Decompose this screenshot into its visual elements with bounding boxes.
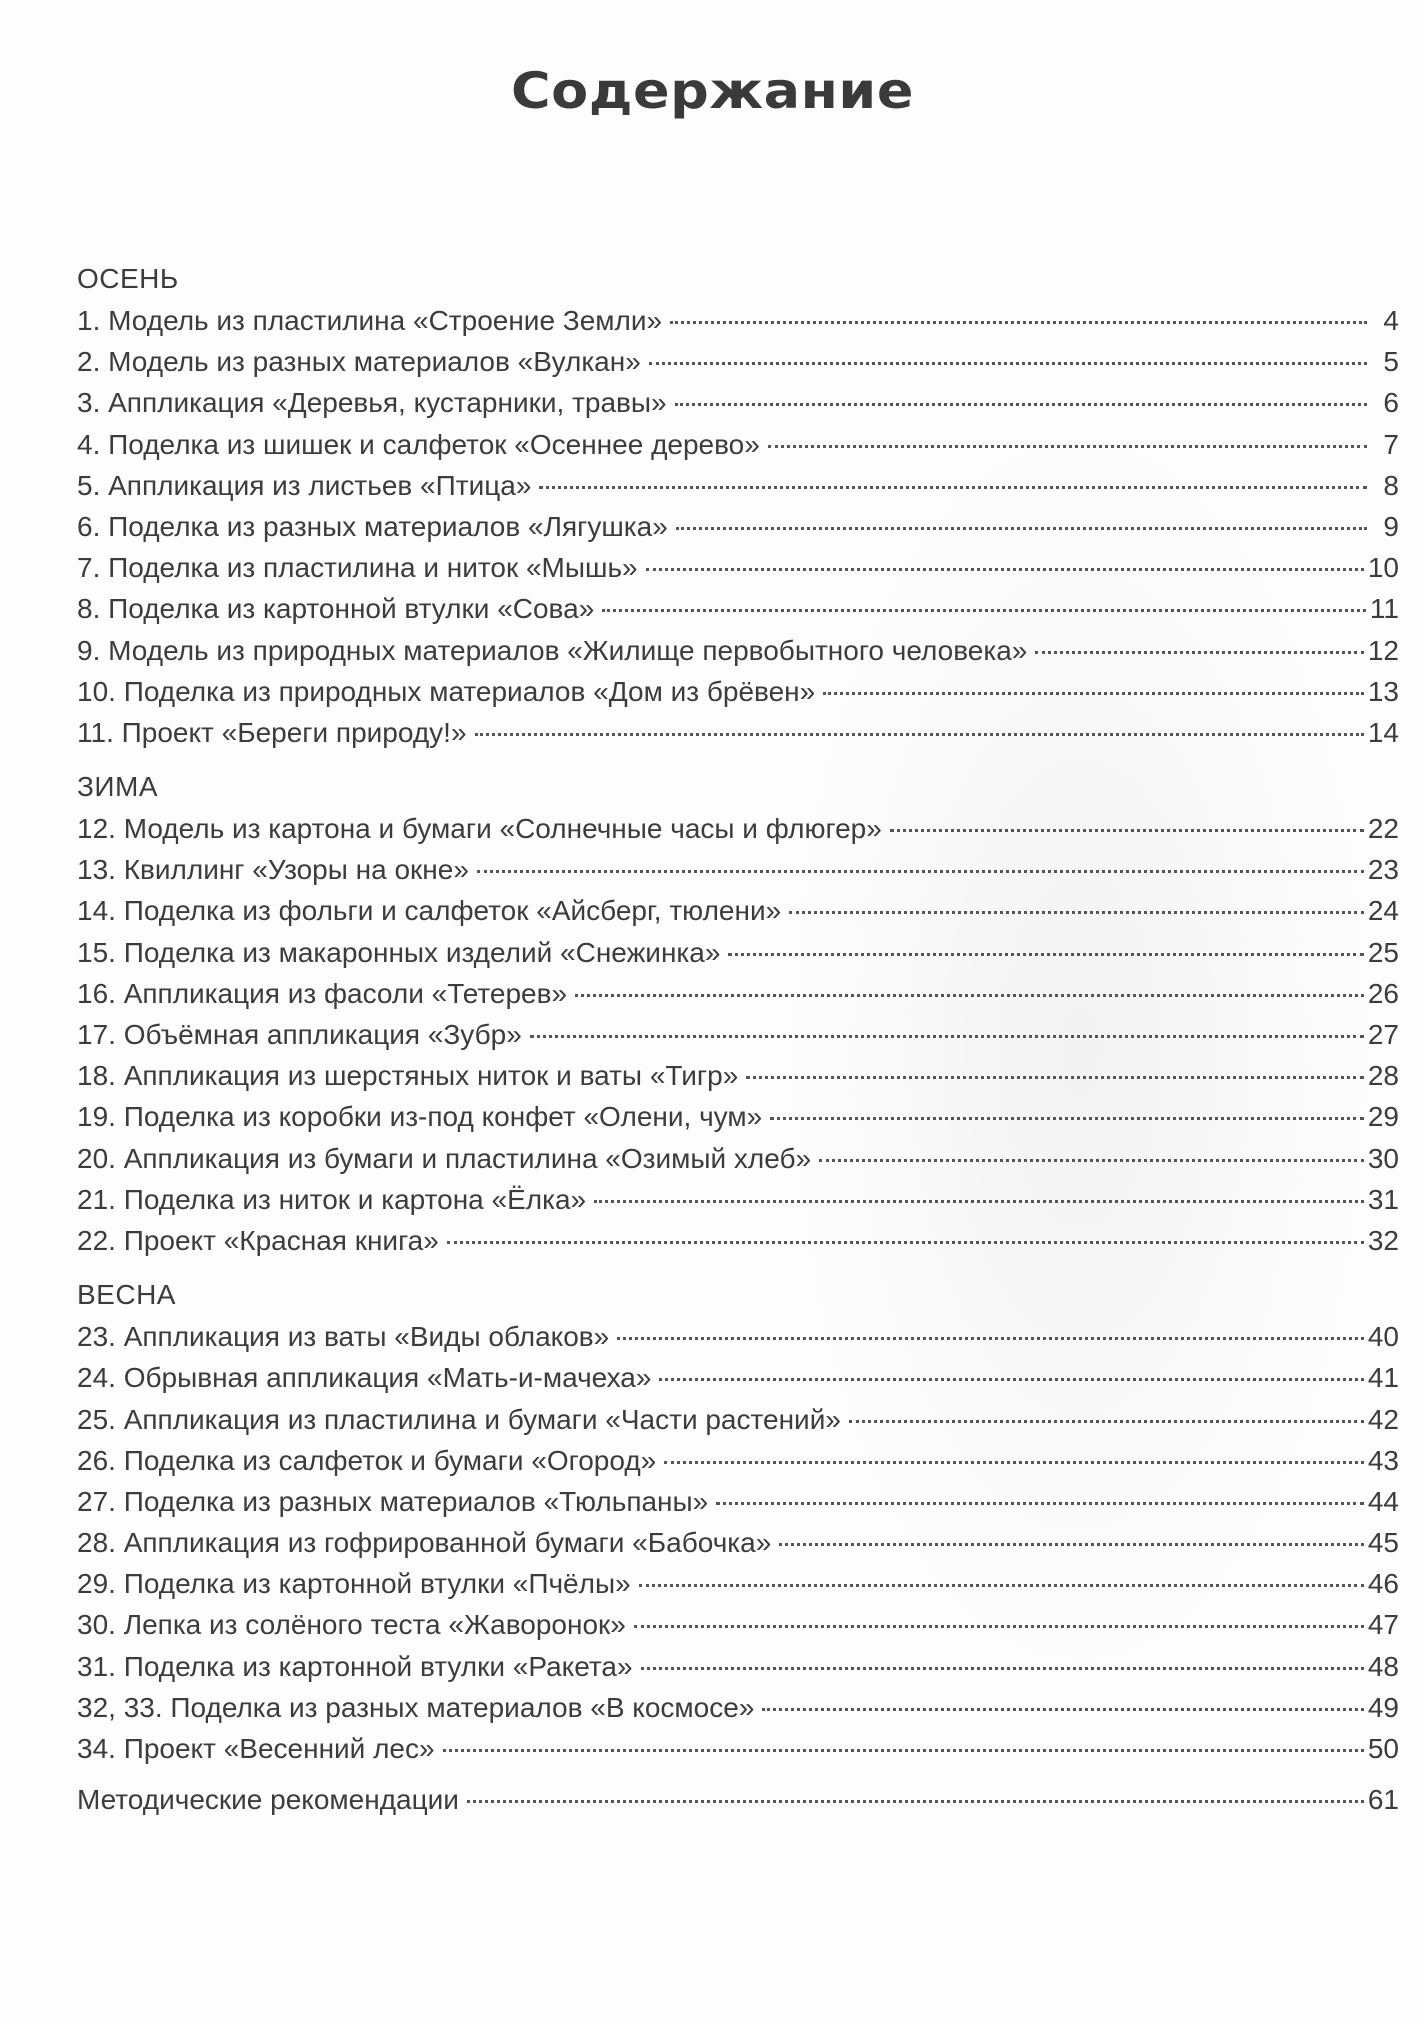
toc-entry-label: 6. Поделка из разных материалов «Лягушка» bbox=[77, 510, 668, 542]
dot-leader bbox=[594, 1200, 1364, 1203]
toc-entry-label: 17. Объёмная аппликация «Зубр» bbox=[77, 1019, 522, 1050]
toc-entry-page: 25 bbox=[1367, 936, 1399, 968]
dot-leader bbox=[639, 1584, 1364, 1587]
toc-entry-page: 7 bbox=[1383, 428, 1399, 460]
dot-leader bbox=[649, 362, 1367, 365]
toc-entry-page: 14 bbox=[1367, 716, 1399, 748]
toc-entry bbox=[77, 849, 1399, 890]
toc-entry bbox=[77, 382, 1399, 423]
toc-entry bbox=[77, 1055, 1399, 1096]
toc-entry bbox=[77, 1687, 1399, 1728]
toc-entry bbox=[77, 890, 1399, 931]
toc-entry-page: 45 bbox=[1367, 1527, 1399, 1559]
toc-entry-label: 19. Поделка из коробки из-под конфет «Олени, чум» bbox=[77, 1101, 763, 1133]
toc-entry-page: 40 bbox=[1367, 1321, 1399, 1353]
dot-leader bbox=[890, 829, 1364, 832]
toc-entry bbox=[77, 1481, 1399, 1522]
toc-entry-label: 3. Аппликация «Деревья, кустарники, травы» bbox=[77, 387, 667, 419]
dot-leader bbox=[849, 1420, 1364, 1423]
dot-leader bbox=[530, 1035, 1364, 1038]
toc-entry-methodical bbox=[77, 1779, 1399, 1820]
section-heading: ОСЕНЬ bbox=[77, 263, 179, 294]
dot-leader bbox=[670, 321, 1367, 324]
toc-entry bbox=[77, 1220, 1399, 1261]
toc-entry-label: 4. Поделка из шишек и салфеток «Осеннее дерево» bbox=[77, 428, 760, 460]
toc-entry bbox=[77, 1604, 1399, 1645]
toc-entry-page: 10 bbox=[1367, 552, 1399, 584]
toc-entry-label: 10. Поделка из природных материалов «Дом из брёвен» bbox=[77, 675, 816, 707]
dot-leader bbox=[646, 568, 1364, 571]
dot-leader bbox=[789, 911, 1364, 914]
toc-entry-page: 43 bbox=[1367, 1444, 1399, 1476]
dot-leader bbox=[1035, 651, 1363, 654]
toc-entry-page: 26 bbox=[1367, 977, 1399, 1009]
toc-entry-label: 24. Обрывная аппликация «Мать-и-мачеха» bbox=[77, 1362, 652, 1394]
toc-entry-label: 23. Аппликация из ваты «Виды облаков» bbox=[77, 1321, 610, 1353]
toc-entry-page: 24 bbox=[1367, 895, 1399, 927]
toc-entry-page: 50 bbox=[1367, 1733, 1399, 1764]
section-heading: ЗИМА bbox=[77, 771, 159, 803]
toc-entry-label: 32, 33. Поделка из разных материалов «В космосе» bbox=[77, 1691, 755, 1723]
dot-leader bbox=[467, 1800, 1364, 1803]
toc-entry-page: 23 bbox=[1367, 854, 1399, 886]
toc-entry bbox=[77, 1179, 1399, 1220]
toc-entry-page: 27 bbox=[1367, 1019, 1399, 1050]
toc-entry-page: 44 bbox=[1367, 1485, 1399, 1517]
toc-entry-label: 25. Аппликация из пластилина и бумаги «Части растений» bbox=[77, 1403, 841, 1435]
toc-entry bbox=[77, 1563, 1399, 1604]
toc-entry bbox=[77, 1316, 1399, 1357]
toc-entry-label: 12. Модель из картона и бумаги «Солнечные часы и флюгер» bbox=[77, 813, 882, 845]
dot-leader bbox=[475, 733, 1364, 736]
toc-entry-page: 48 bbox=[1367, 1650, 1399, 1682]
toc-entry-page: 61 bbox=[1367, 1784, 1399, 1816]
toc-entry-page: 11 bbox=[1369, 593, 1399, 625]
dot-leader bbox=[819, 1159, 1364, 1162]
dot-leader bbox=[823, 692, 1364, 695]
toc-entry bbox=[77, 932, 1399, 973]
toc-entry-label: 14. Поделка из фольги и салфеток «Айсберг, тюлени» bbox=[77, 895, 782, 927]
toc-entry-page: 22 bbox=[1367, 813, 1399, 845]
toc-entry-label: 15. Поделка из макаронных изделий «Снежинка» bbox=[77, 936, 721, 968]
toc-entry-label: 27. Поделка из разных материалов «Тюльпаны» bbox=[77, 1485, 709, 1517]
toc-entry bbox=[77, 506, 1399, 547]
dot-leader bbox=[602, 609, 1366, 612]
toc-entry-page: 46 bbox=[1367, 1568, 1399, 1600]
dot-leader bbox=[716, 1502, 1364, 1505]
dot-leader bbox=[617, 1337, 1364, 1340]
toc-entry bbox=[77, 1646, 1399, 1687]
toc-entry-label: 2. Модель из разных материалов «Вулкан» bbox=[77, 346, 641, 378]
toc-entry-page: 47 bbox=[1367, 1609, 1399, 1641]
toc-entry-page: 32 bbox=[1367, 1224, 1399, 1256]
toc-entry-page: 13 bbox=[1367, 675, 1399, 707]
dot-leader bbox=[539, 486, 1367, 489]
toc-entry-label: 34. Проект «Весенний лес» bbox=[77, 1733, 435, 1764]
toc-entry bbox=[77, 1096, 1399, 1137]
toc-entry-page: 41 bbox=[1367, 1362, 1399, 1394]
toc-entry bbox=[77, 712, 1399, 753]
toc-entry-page: 9 bbox=[1383, 510, 1399, 542]
dot-leader bbox=[664, 1461, 1364, 1464]
toc-entry bbox=[77, 424, 1399, 465]
toc-entry bbox=[77, 1014, 1399, 1055]
toc-entry bbox=[77, 300, 1399, 341]
toc-entry bbox=[77, 547, 1399, 588]
toc-entry-page: 49 bbox=[1367, 1691, 1399, 1723]
toc-entry-label: 8. Поделка из картонной втулки «Сова» bbox=[77, 593, 595, 625]
toc-entry bbox=[77, 1357, 1399, 1398]
toc-entry-label: 21. Поделка из ниток и картона «Ёлка» bbox=[77, 1183, 587, 1215]
toc-entry-page: 30 bbox=[1367, 1142, 1399, 1174]
section-gap bbox=[77, 1261, 1399, 1274]
toc-entry-label: 1. Модель из пластилина «Строение Земли» bbox=[77, 305, 663, 336]
dot-leader bbox=[477, 870, 1364, 873]
toc-entry-label: 29. Поделка из картонной втулки «Пчёлы» bbox=[77, 1568, 631, 1600]
dot-leader bbox=[575, 994, 1364, 997]
toc-entry-label: 13. Квиллинг «Узоры на окне» bbox=[77, 854, 469, 886]
toc-entry-page: 29 bbox=[1367, 1101, 1399, 1133]
dot-leader bbox=[728, 953, 1363, 956]
toc-entry-label: 9. Модель из природных материалов «Жилище первобытного человека» bbox=[77, 634, 1028, 666]
page-title: Содержание bbox=[511, 62, 914, 120]
toc-entry-label: 28. Аппликация из гофрированной бумаги «Бабочка» bbox=[77, 1527, 772, 1559]
toc-entry bbox=[77, 1522, 1399, 1563]
toc-entry-page: 5 bbox=[1383, 346, 1399, 378]
toc-entry-label: 16. Аппликация из фасоли «Тетерев» bbox=[77, 977, 568, 1009]
dot-leader bbox=[443, 1749, 1364, 1752]
toc-entry bbox=[77, 808, 1399, 849]
dot-leader bbox=[770, 1117, 1364, 1120]
toc-entry-page: 42 bbox=[1367, 1403, 1399, 1435]
toc-entry bbox=[77, 1440, 1399, 1481]
toc-sections bbox=[77, 258, 1399, 1769]
toc-entry-label: 5. Аппликация из листьев «Птица» bbox=[77, 469, 532, 501]
dot-leader bbox=[634, 1625, 1364, 1628]
toc-entry-page: 6 bbox=[1383, 387, 1399, 419]
toc-entry-label: 18. Аппликация из шерстяных ниток и ваты «Тигр» bbox=[77, 1060, 739, 1092]
toc-entry bbox=[77, 341, 1399, 382]
toc-entry-label: 26. Поделка из салфеток и бумаги «Огород» bbox=[77, 1444, 657, 1476]
toc-entry bbox=[77, 671, 1399, 712]
toc-entry-page: 8 bbox=[1383, 469, 1399, 501]
toc-entry bbox=[77, 973, 1399, 1014]
section-heading: ВЕСНА bbox=[77, 1279, 176, 1311]
table-of-contents bbox=[77, 258, 1399, 1820]
dot-leader bbox=[762, 1708, 1363, 1711]
toc-entry-label: 22. Проект «Красная книга» bbox=[77, 1224, 439, 1256]
toc-entry-page: 28 bbox=[1367, 1060, 1399, 1092]
toc-entry-label: 20. Аппликация из бумаги и пластилина «Озимый хлеб» bbox=[77, 1142, 812, 1174]
toc-entry-page: 31 bbox=[1367, 1183, 1399, 1215]
section-gap bbox=[77, 753, 1399, 766]
toc-entry bbox=[77, 1728, 1399, 1769]
dot-leader bbox=[779, 1543, 1364, 1546]
dot-leader bbox=[659, 1378, 1363, 1381]
toc-entry-label: 7. Поделка из пластилина и ниток «Мышь» bbox=[77, 552, 638, 584]
dot-leader bbox=[746, 1076, 1364, 1079]
dot-leader bbox=[447, 1241, 1364, 1244]
toc-entry bbox=[77, 1138, 1399, 1179]
toc-entry bbox=[77, 630, 1399, 671]
toc-entry-page: 12 bbox=[1367, 634, 1399, 666]
toc-entry-page: 4 bbox=[1383, 305, 1399, 336]
dot-leader bbox=[676, 527, 1367, 530]
toc-entry bbox=[77, 588, 1399, 629]
dot-leader bbox=[675, 403, 1367, 406]
dot-leader bbox=[641, 1667, 1364, 1670]
toc-entry bbox=[77, 1399, 1399, 1440]
toc-entry-label: 11. Проект «Береги природу!» bbox=[77, 716, 467, 748]
toc-entry bbox=[77, 465, 1399, 506]
dot-leader bbox=[768, 445, 1367, 448]
toc-entry-label: 30. Лепка из солёного теста «Жаворонок» bbox=[77, 1609, 626, 1641]
toc-entry-label: 31. Поделка из картонной втулки «Ракета» bbox=[77, 1650, 633, 1682]
toc-entry-label: Методические рекомендации bbox=[77, 1784, 459, 1816]
